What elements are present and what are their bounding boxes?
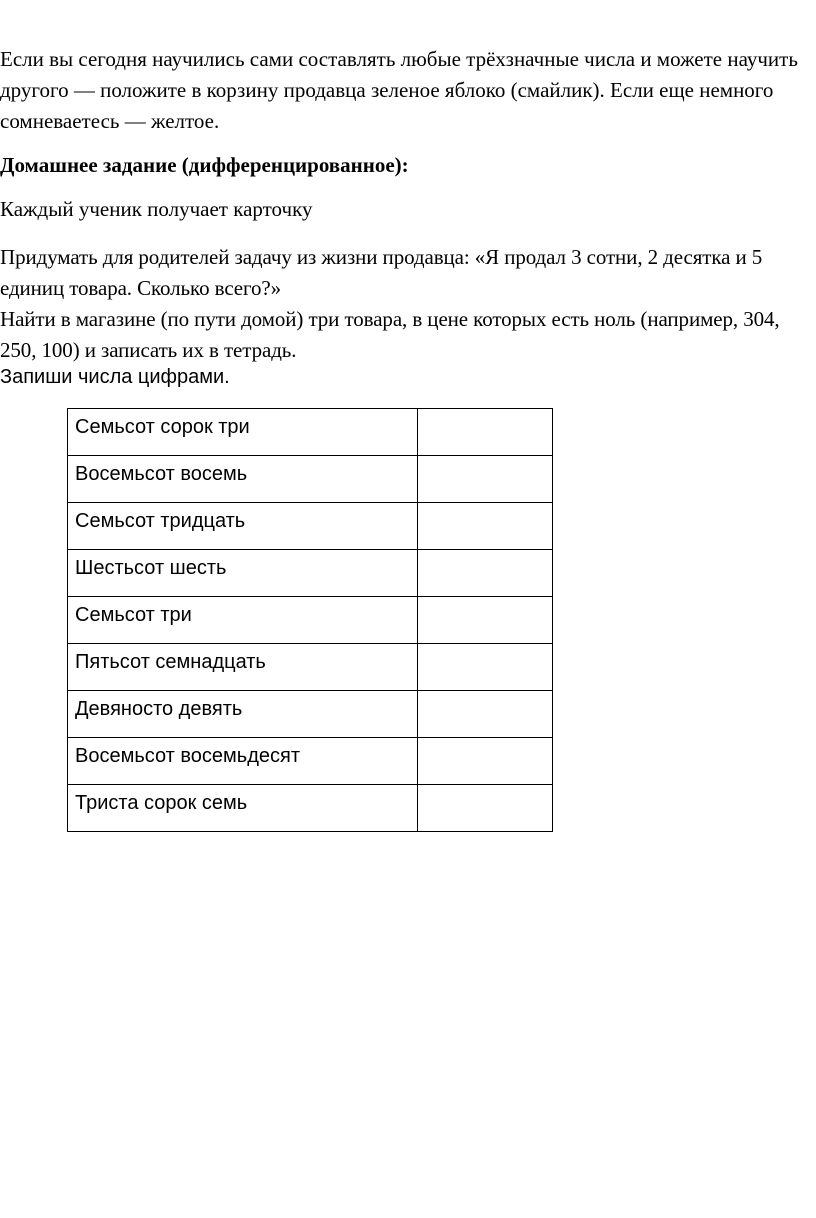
homework-title: Домашнее задание (дифференцированное): — [0, 153, 409, 177]
number-words-cell: Девяносто девять — [68, 691, 418, 738]
table-row — [68, 456, 553, 503]
table-row — [68, 644, 553, 691]
table-row — [68, 785, 553, 832]
number-words-cell: Триста сорок семь — [68, 785, 418, 832]
document-body — [0, 44, 814, 392]
number-words-cell: Восемьсот восемь — [68, 456, 418, 503]
table-row — [68, 503, 553, 550]
number-words-cell: Семьсот сорок три — [68, 409, 418, 456]
number-words-cell: Семьсот тридцать — [68, 503, 418, 550]
numbers-table — [67, 408, 553, 832]
answer-cell[interactable] — [418, 644, 553, 691]
table-row — [68, 550, 553, 597]
exercise-title: Запиши числа цифрами. — [0, 366, 230, 388]
answer-cell[interactable] — [418, 738, 553, 785]
table-row — [68, 597, 553, 644]
number-words-cell: Семьсот три — [68, 597, 418, 644]
answer-cell[interactable] — [418, 550, 553, 597]
answer-cell[interactable] — [418, 597, 553, 644]
answer-cell[interactable] — [418, 456, 553, 503]
table-row — [68, 409, 553, 456]
table-row — [68, 738, 553, 785]
homework-task-1: Придумать для родителей задачу из жизни продавца: «Я продал 3 сотни, 2 десятка и 5 единиц товара. Сколько всего?» — [0, 245, 763, 300]
table-row — [68, 691, 553, 738]
number-words-cell: Пятьсот семнадцать — [68, 644, 418, 691]
number-words-cell: Восемьсот восемьдесят — [68, 738, 418, 785]
answer-cell[interactable] — [418, 785, 553, 832]
answer-cell[interactable] — [418, 503, 553, 550]
number-words-cell: Шестьсот шесть — [68, 550, 418, 597]
answer-cell[interactable] — [418, 409, 553, 456]
answer-cell[interactable] — [418, 691, 553, 738]
homework-task-2: Найти в магазине (по пути домой) три товара, в цене которых есть ноль (например, 304, 250, 100) и записать их в тетрадь. — [0, 307, 780, 362]
intro-paragraph: Если вы сегодня научились сами составлять любые трёхзначные числа и можете научить другого — положите в корзину продавца зеленое яблоко (смайлик). Если еще немного сомневаетесь — желтое. — [0, 47, 798, 133]
card-instruction: Каждый ученик получает карточку — [0, 197, 313, 221]
